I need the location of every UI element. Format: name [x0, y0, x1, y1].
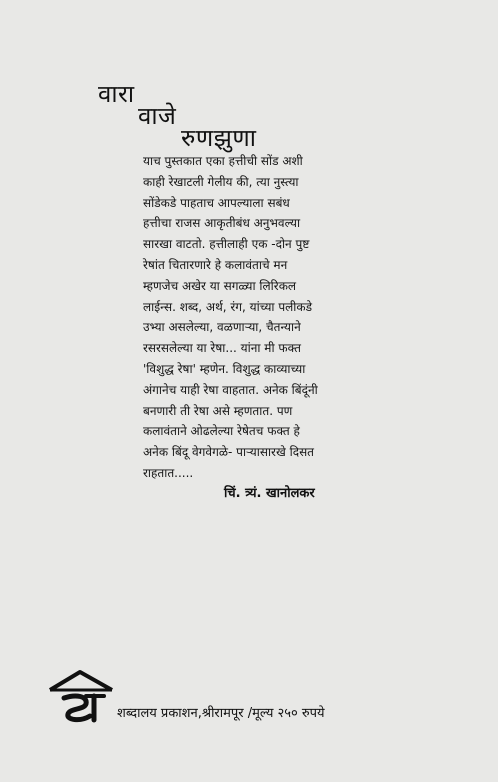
blurb-line: सारखा वाटतो. हत्तीलाही एक -दोन पुष्ट — [143, 237, 310, 252]
blurb-line: काही रेखाटली गेलीय की, त्या नुस्त्या — [143, 174, 299, 189]
publisher-and-price: शब्दालय प्रकाशन,श्रीरामपूर /मूल्य २५० रुपये — [117, 706, 325, 721]
blurb-line: हत्तीचा राजस आकृतीबंध अनुभवल्या — [143, 216, 301, 231]
blurb-line: लाईन्स. शब्द, अर्थ, रंग, यांच्या पलीकडे — [143, 299, 313, 314]
blurb-line: उभ्या असलेल्या, वळणाऱ्या, चैतन्याने — [143, 320, 301, 335]
blurb-line: राहतात..... — [143, 465, 194, 480]
publisher-logo-icon — [46, 668, 116, 726]
blurb-line: याच पुस्तकात एका हत्तीची सोंड अशी — [143, 154, 303, 168]
blurb-line: अनेक बिंदू वेगवेगळे- पाऱ्यासारखे दिसत — [143, 445, 315, 460]
blurb-line: बनणारी ती रेषा असे म्हणतात. पण — [143, 403, 293, 418]
title-line-1: वारा — [98, 80, 135, 108]
blurb-line: 'विशुद्ध रेषा' म्हणेन. विशुद्ध काव्याच्या — [143, 361, 306, 376]
blurb-line: म्हणजेच अखेर या सगळ्या लिरिकल — [143, 278, 297, 293]
author-name: चिं. त्र्यं. खानोलकर — [224, 486, 315, 501]
title-line-2: वाजे — [138, 102, 177, 130]
blurb-line: अंगानेच याही रेषा वाहतात. अनेक बिंदूंनी — [143, 382, 318, 397]
blurb-line: कलावंताने ओढलेल्या रेषेतच फक्त हे — [143, 424, 300, 439]
blurb-line: सोंडेकडे पाहताच आपल्याला सबंध — [143, 195, 290, 210]
title-line-3: रुणझुणा — [181, 124, 257, 152]
blurb-line: रसरसलेल्या या रेषा... यांना मी फक्त — [143, 341, 301, 356]
blurb-paragraph — [143, 151, 383, 484]
blurb-line: रेषांत चितारणारे हे कलावंताचे मन — [143, 257, 288, 272]
